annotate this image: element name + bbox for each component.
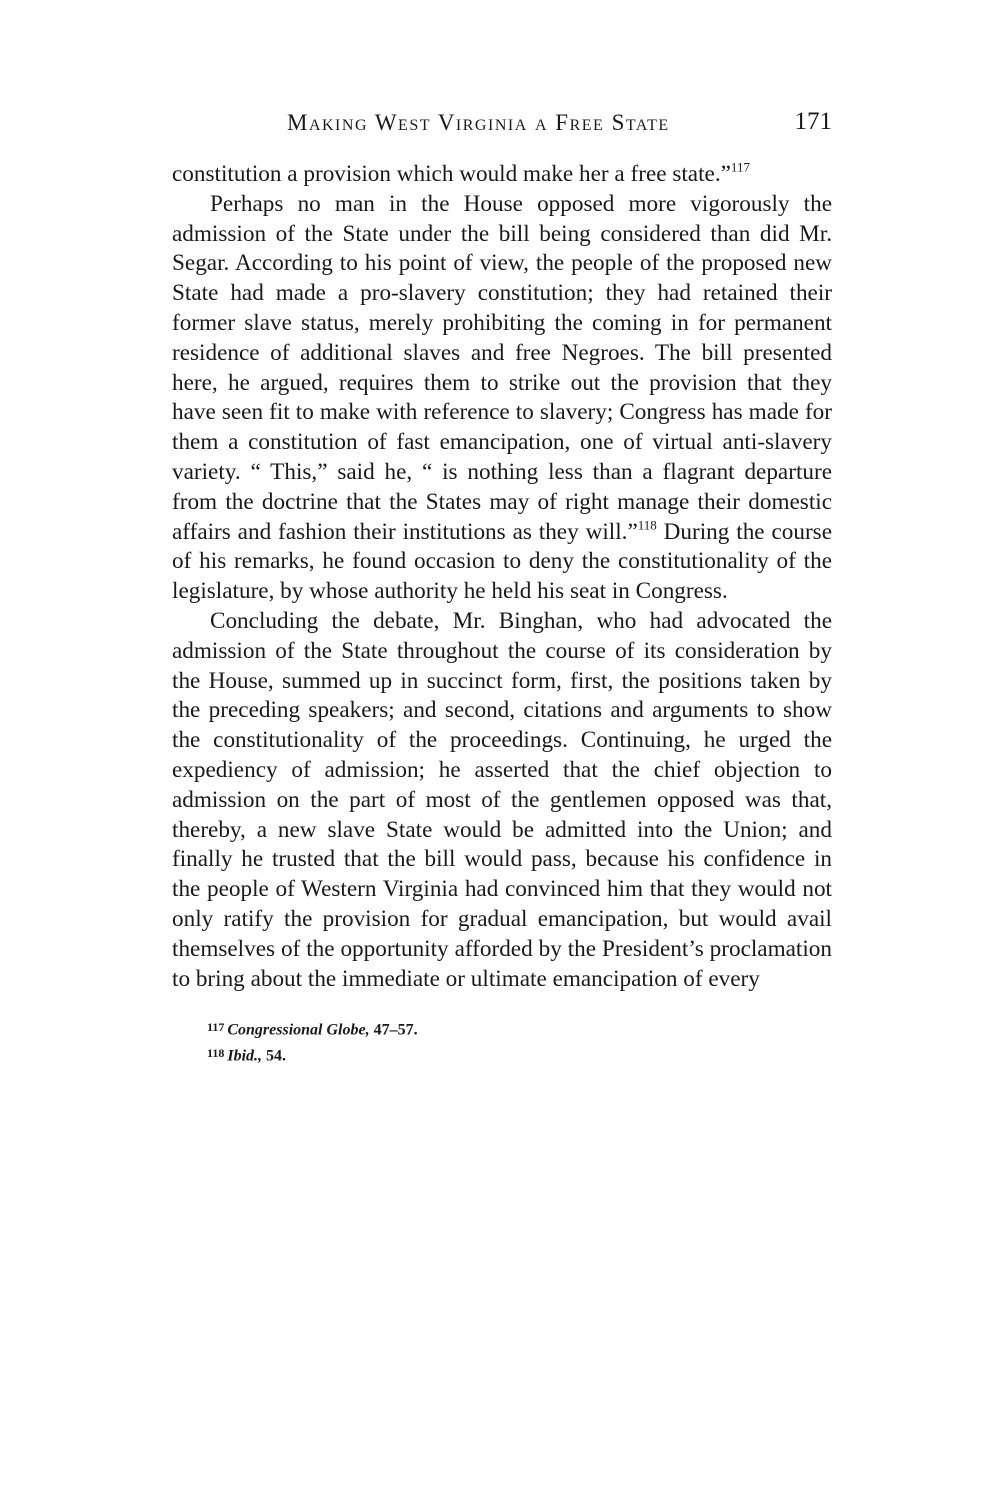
footnote-source-title: Congressional Globe, — [227, 1021, 370, 1039]
paragraph-3-text: Concluding the debate, Mr. Binghan, who had advocated the admission of the State throughout the course of its consideration by the House, summed up in succinct form, first, the positions taken by the preceding speakers; and second, citations and arguments to show the constitutionality of the proceedings. Continuing, he urged the expediency of admission; he asserted that the chief objection to admission on the part of most of the gentlemen opposed was that, thereby, a new slave State would be admitted into the Union; and finally he trusted that the bill would pass, because his confidence in the people of Western Virginia had convinced him that they would not only ratify the provision for gradual emancipation, but would avail themselves of the opportunity afforded by the President’s proclamation to bring about the immediate or ultimate emancipation of every — [172, 607, 832, 992]
paragraph-3 — [172, 607, 832, 994]
paragraph-2 — [172, 190, 832, 607]
running-head — [172, 104, 832, 144]
footnotes — [207, 1016, 832, 1067]
footnote-118 — [207, 1042, 832, 1068]
paragraph-1-text: constitution a provision which would make her a free state.” — [172, 161, 731, 187]
paragraph-1 — [172, 160, 832, 190]
footnote-117 — [207, 1016, 832, 1042]
footnote-ref-117: 117 — [730, 159, 750, 175]
body-text — [172, 160, 832, 994]
paragraph-2-text-part1: Perhaps no man in the House opposed more vigorously the admission of the State under the bill being considered than did Mr. Segar. According to his point of view, the people of the proposed new State had made a pro-slavery constitution; they had retained their former slave status, merely prohibiting the coming in for permanent residence of additional slaves and free Negroes. The bill presented here, he argued, requires them to strike out the provision that they have seen fit to make with reference to slavery; Congress has made for them a constitution of fast emancipation, one of virtual anti-slavery variety. “ This,” said he, “ is nothing less than a flagrant departure from the doctrine that the States may of right manage their domestic affairs and fashion their institutions as they will.” — [172, 190, 832, 545]
page-number: 171 — [794, 108, 832, 135]
book-page — [172, 104, 832, 1068]
footnote-number: 117 — [207, 1020, 225, 1035]
running-title: Making West Virginia a Free State — [287, 110, 670, 135]
paragraph-2-text-part2: During the course of his remarks, he found occasion to deny the constitutionality of the legislature, by whose authority he held his seat in Congress. — [172, 518, 832, 605]
footnote-pages: 47–57. — [369, 1021, 418, 1039]
footnote-pages: 54. — [262, 1047, 287, 1065]
footnote-number: 118 — [207, 1045, 225, 1060]
footnote-ref-118: 118 — [637, 516, 657, 532]
footnote-source-title: Ibid., — [227, 1047, 263, 1065]
